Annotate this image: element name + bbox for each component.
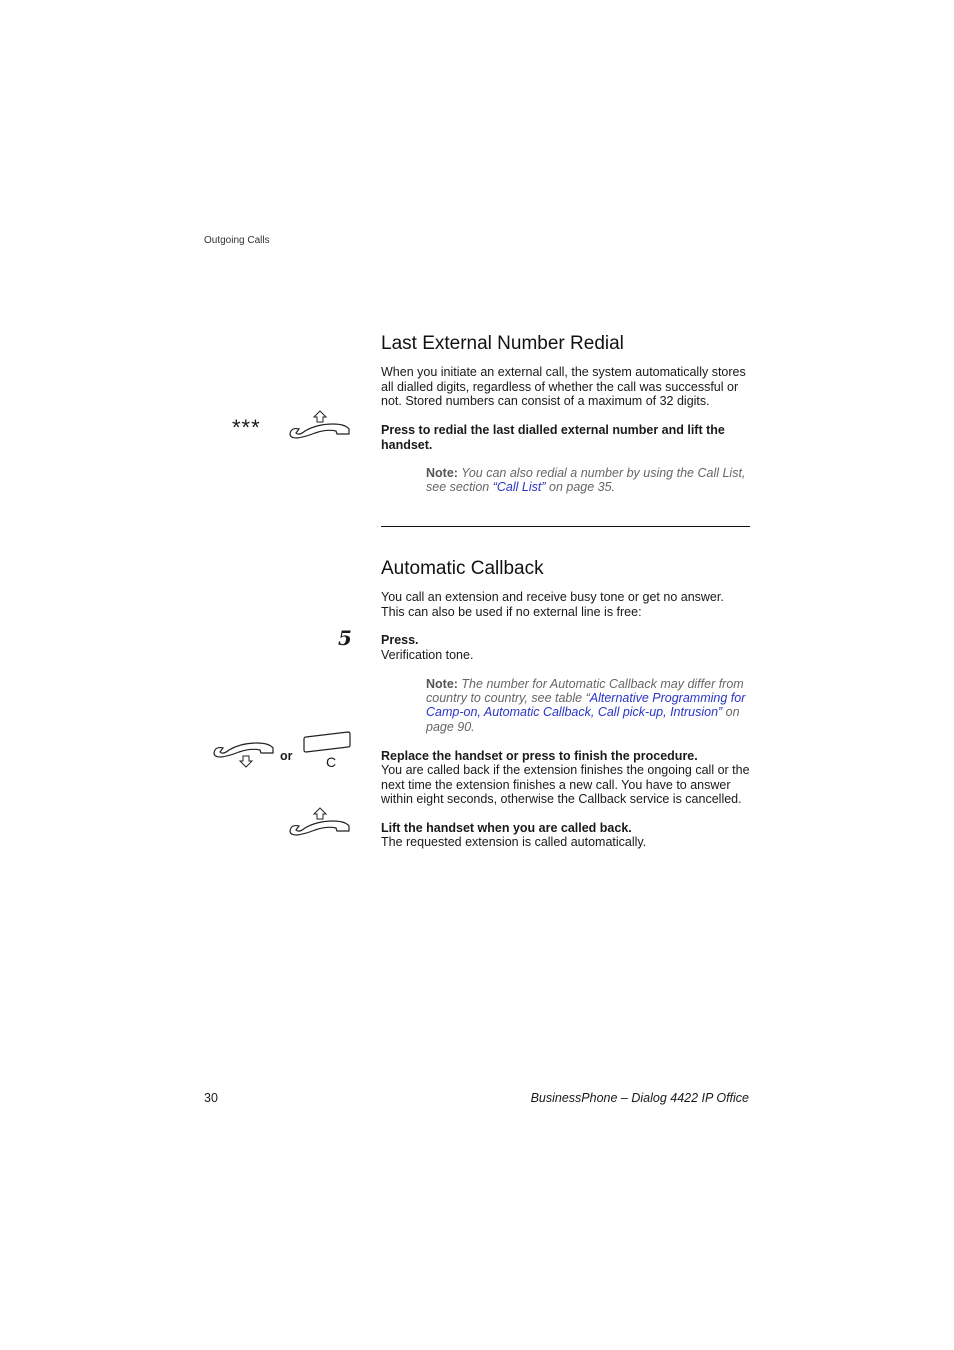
section2-intro: You call an extension and receive busy tone or get no answer. This can also be used if no external line is free:	[381, 590, 724, 619]
section-title-automatic-callback: Automatic Callback	[381, 558, 544, 579]
lift-handset-icon	[287, 807, 351, 837]
section-title-last-external-redial: Last External Number Redial	[381, 333, 624, 354]
star-key-icon: ***	[232, 415, 261, 440]
section-divider	[381, 526, 750, 527]
step3-title: Lift the handset when you are called back.	[381, 821, 632, 835]
step3-desc: The requested extension is called automatically.	[381, 835, 647, 849]
section1-intro: When you initiate an external call, the system automatically stores all dialled digits, regardless of whether the call was successful or not. Stored numbers can consist of a maximum of 32 digits.	[381, 365, 746, 408]
digit-key-icon: 5	[338, 626, 352, 650]
clear-key-label: C	[326, 754, 337, 770]
or-label: or	[280, 749, 293, 763]
section2-note: Note: The number for Automatic Callback may differ from country to country, see table “Alternative Programming for Camp-on, Automatic Callback, Call pick-up, Intrusion” on page 90.	[426, 677, 746, 734]
lift-handset-icon	[287, 410, 351, 440]
step2-title: Replace the handset or press to finish the procedure.	[381, 749, 698, 763]
running-header: Outgoing Calls	[204, 235, 270, 246]
clear-key-icon	[302, 731, 352, 755]
footer-product: BusinessPhone – Dialog 4422 IP Office	[530, 1091, 749, 1105]
step2-desc: You are called back if the extension finishes the ongoing call or the next time the extension finishes a new call. You have to answer within eight seconds, otherwise the Callback service is cancelled.	[381, 763, 750, 806]
replace-handset-icon	[211, 740, 275, 768]
step1-title: Press.	[381, 633, 419, 647]
note-label: Note:	[426, 466, 458, 480]
section1-step: Press to redial the last dialled external number and lift the handset.	[381, 423, 725, 452]
step1-desc: Verification tone.	[381, 648, 474, 662]
page-number: 30	[204, 1091, 218, 1105]
note-label: Note:	[426, 677, 458, 691]
alternative-programming-link[interactable]: Alternative Programming for Camp-on, Automatic Callback, Call pick-up, Intrusion”	[426, 691, 746, 720]
call-list-link[interactable]: “Call List”	[492, 480, 546, 495]
section1-note: Note: You can also redial a number by using the Call List, see section “Call List” on page 35.	[426, 466, 746, 495]
